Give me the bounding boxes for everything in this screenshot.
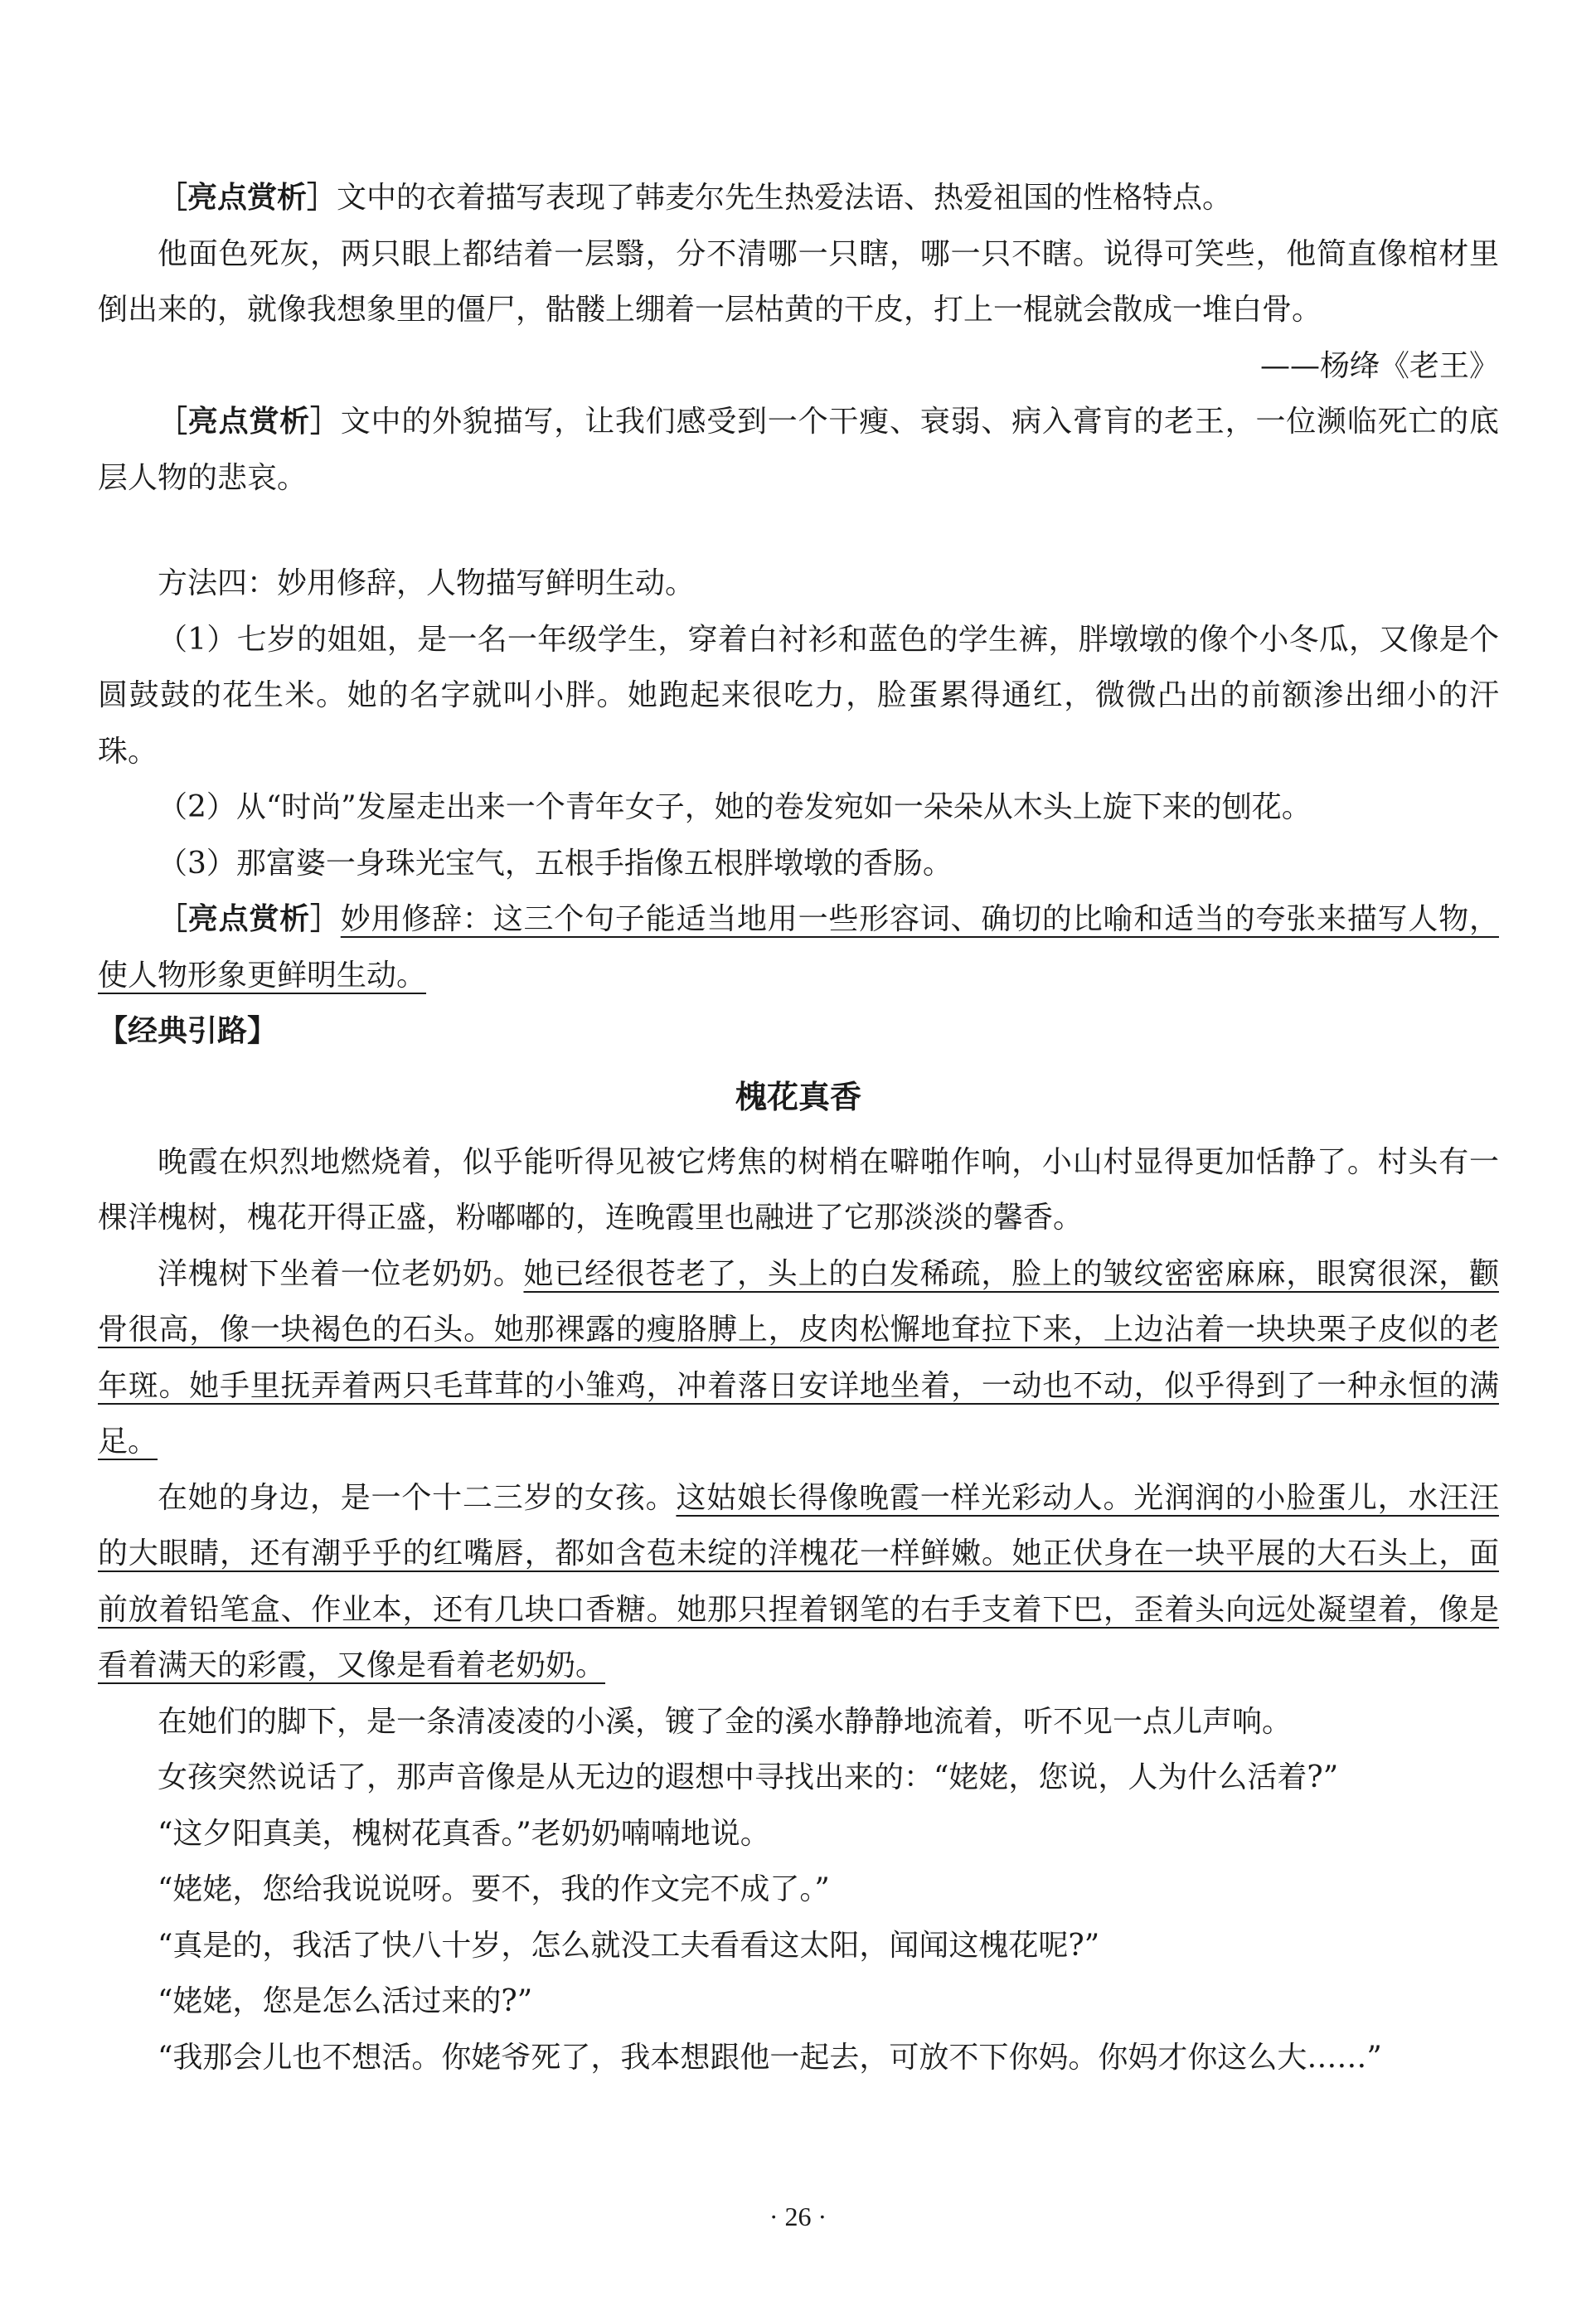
page-number: · 26 · (769, 2202, 827, 2231)
example-2: （2）从“时尚”发屋走出来一个青年女子，她的卷发宛如一朵朵从木头上旋下来的刨花。 (158, 790, 1312, 824)
plain-text: 在她的身边，是一个十二三岁的女孩。 (158, 1480, 677, 1515)
dialogue-line-4: “姥姥，您是怎么活过来的?” (158, 1984, 533, 2018)
highlight-analysis-1 (98, 170, 1499, 226)
highlight-tag: ［亮点赏析］ (158, 181, 337, 215)
example-3: （3）那富婆一身珠光宝气，五根手指像五根胖墩墩的香肠。 (158, 846, 953, 881)
analysis-text-underlined: 妙用修辞：这三个句子能适当地用一些形容词、确切的比喻和适当的夸张来描写人物，使人物形象更鲜明生动。 (98, 902, 1499, 993)
story-paragraph-1: 晚霞在炽烈地燃烧着，似乎能听得见被它烤焦的树梢在噼啪作响，小山村显得更加恬静了。村头有一棵洋槐树，槐花开得正盛，粉嘟嘟的，连晚霞里也融进了它那淡淡的馨香。 (98, 1144, 1499, 1235)
highlight-analysis-3 (98, 891, 1499, 1003)
analysis-text: 文中的外貌描写，让我们感受到一个干瘦、衰弱、病入膏肓的老王，一位濒临死亡的底层人物的悲哀。 (98, 405, 1499, 495)
analysis-text: 文中的衣着描写表现了韩麦尔先生热爱法语、热爱祖国的性格特点。 (337, 181, 1233, 215)
document-page (98, 170, 1499, 2085)
method-four-heading: 方法四：妙用修辞，人物描写鲜明生动。 (158, 566, 696, 600)
example-1: （1）七岁的姐姐，是一名一年级学生，穿着白衬衫和蓝色的学生裤，胖墩墩的像个小冬瓜，又像是个圆鼓鼓的花生米。她的名字就叫小胖。她跑起来很吃力，脸蛋累得通红，微微凸出的前额渗出细小的汗珠。 (98, 622, 1499, 769)
story-paragraph-4: 在她们的脚下，是一条清凌凌的小溪，镀了金的溪水静静地流着，听不见一点儿声响。 (158, 1704, 1293, 1739)
dialogue-line-3: “真是的，我活了快八十岁，怎么就没工夫看看这太阳，闻闻这槐花呢?” (158, 1928, 1100, 1963)
highlight-analysis-2 (98, 394, 1499, 506)
underlined-text: 她已经很苍老了，头上的白发稀疏，脸上的皱纹密密麻麻，眼窝很深，颧骨很高，像一块褐色的石头。她那裸露的瘦胳膊上，皮肉松懈地耷拉下来，上边沾着一块块栗子皮似的老年斑。她手里抚弄着两只毛茸茸的小雏鸡，冲着落日安详地坐着，一动也不动，似乎得到了一种永恒的满足。 (98, 1256, 1499, 1459)
dialogue-line-2: “姥姥，您给我说说呀。要不，我的作文完不成了。” (158, 1872, 830, 1906)
plain-text: 洋槐树下坐着一位老奶奶。 (158, 1256, 524, 1291)
dialogue-line-1: “这夕阳真美，槐树花真香。”老奶奶喃喃地说。 (158, 1816, 770, 1851)
section-heading-classic: 【经典引路】 (98, 1014, 278, 1048)
story-title: 槐花真香 (735, 1078, 861, 1115)
underlined-text: 这姑娘长得像晚霞一样光彩动人。光润润的小脸蛋儿，水汪汪的大眼睛，还有潮乎乎的红嘴唇，都如含苞未绽的洋槐花一样鲜嫩。她正伏身在一块平展的大石头上，面前放着铅笔盒、作业本，还有几块口香糖。她那只捏着钢笔的右手支着下巴，歪着头向远处凝望着，像是看着满天的彩霞，又像是看着老奶奶。 (98, 1480, 1499, 1682)
lao-wang-excerpt: 他面色死灰，两只眼上都结着一层翳，分不清哪一只瞎，哪一只不瞎。说得可笑些，他简直像棺材里倒出来的，就像我想象里的僵尸，骷髅上绷着一层枯黄的干皮，打上一棍就会散成一堆白骨。 (98, 236, 1499, 327)
story-paragraph-5: 女孩突然说话了，那声音像是从无边的遐想中寻找出来的：“姥姥，您说，人为什么活着?” (158, 1760, 1339, 1794)
highlight-tag: ［亮点赏析］ (158, 902, 341, 936)
story-paragraph-3 (98, 1470, 1499, 1694)
story-paragraph-2 (98, 1246, 1499, 1470)
highlight-tag: ［亮点赏析］ (158, 405, 341, 439)
spacer (98, 506, 1499, 556)
citation: ——杨绛《老王》 (1259, 348, 1499, 383)
dialogue-line-5: “我那会儿也不想活。你姥爷死了，我本想跟他一起去，可放不下你妈。你妈才你这么大……” (158, 2040, 1382, 2075)
